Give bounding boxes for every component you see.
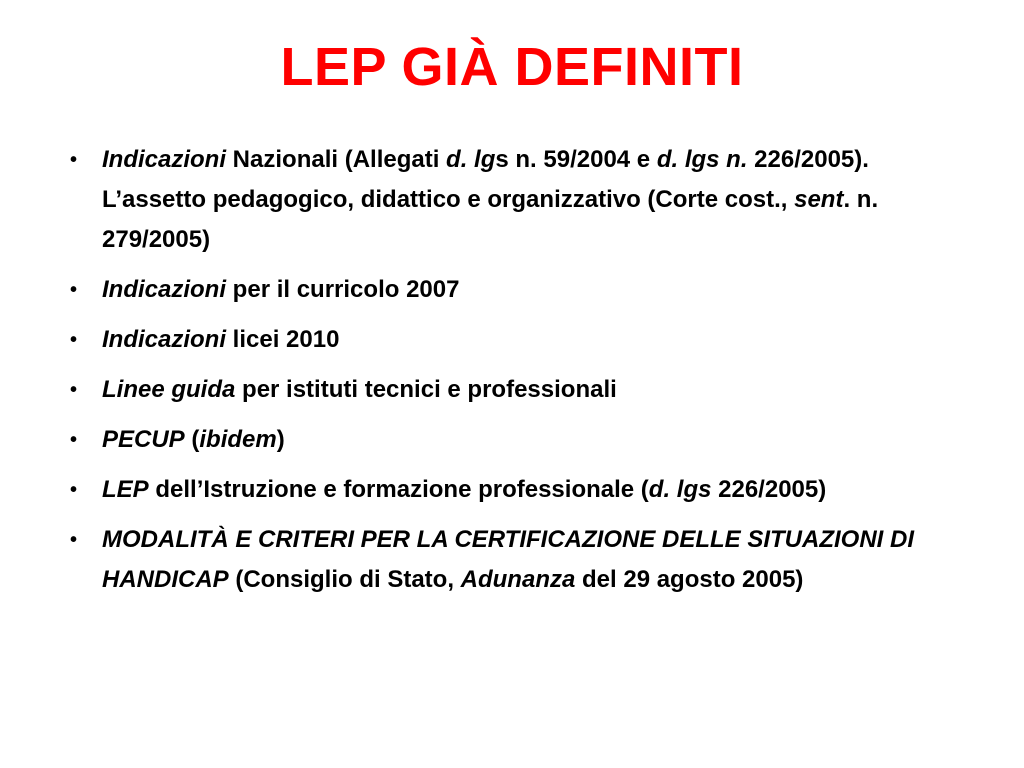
bullet-item: [70, 420, 950, 460]
bullet-text-italic: Linee guida: [102, 376, 236, 403]
bullet-dot: •: [70, 529, 78, 551]
bullet-dot: •: [70, 479, 78, 501]
bullet-text: ): [276, 426, 285, 453]
bullet-item: [70, 140, 950, 260]
bullet-text: Nazionali (Allegati: [226, 146, 447, 173]
bullet-text-italic: d. lg: [446, 146, 496, 173]
bullet-text-italic: Adunanza: [460, 566, 576, 593]
bullet-text: (: [184, 426, 200, 453]
bullet-text: 226/2005): [711, 476, 827, 503]
bullet-text: per istituti tecnici e professionali: [235, 376, 617, 403]
bullet-text: 226/2005). L’assetto pedagogico, didattico e organizzativo (Corte cost.,: [102, 146, 869, 213]
bullet-item: [70, 320, 950, 360]
bullet-text: dell’Istruzione e formazione professionale (: [148, 476, 649, 503]
bullet-text-italic: ibidem: [199, 426, 277, 453]
bullet-dot: •: [70, 149, 78, 171]
bullet-text-italic: d. lgs: [648, 476, 712, 503]
bullet-text-italic: PECUP: [102, 426, 185, 453]
bullet-text-italic: d. lgs n.: [656, 146, 748, 173]
bullet-text: del 29 agosto 2005): [575, 566, 804, 593]
bullet-dot: •: [70, 329, 78, 351]
slide-title: LEP GIÀ DEFINITI: [280, 37, 744, 97]
bullet-item: [70, 270, 950, 310]
bullet-dot: •: [70, 429, 78, 451]
bullet-text-italic: Indicazioni: [102, 146, 227, 173]
bullet-text: s n. 59/2004 e: [495, 146, 657, 173]
bullet-list: [70, 140, 950, 610]
bullet-text-italic: sent: [794, 186, 844, 213]
bullet-dot: •: [70, 379, 78, 401]
bullet-item: [70, 470, 950, 510]
bullet-text: licei 2010: [226, 326, 340, 353]
bullet-text: . n. 279/2005): [102, 186, 879, 253]
bullet-text: (Consiglio di Stato,: [228, 566, 461, 593]
bullet-text: per il curricolo 2007: [226, 276, 460, 303]
bullet-text-italic: MODALITÀ E CRITERI PER LA CERTIFICAZIONE DELLE SITUAZIONI DI HANDICAP: [102, 526, 915, 593]
bullet-item: [70, 520, 950, 600]
bullet-item: [70, 370, 950, 410]
bullet-dot: •: [70, 279, 78, 301]
bullet-text-italic: Indicazioni: [102, 326, 227, 353]
bullet-text-italic: Indicazioni: [102, 276, 227, 303]
bullet-text-italic: LEP: [102, 476, 149, 503]
